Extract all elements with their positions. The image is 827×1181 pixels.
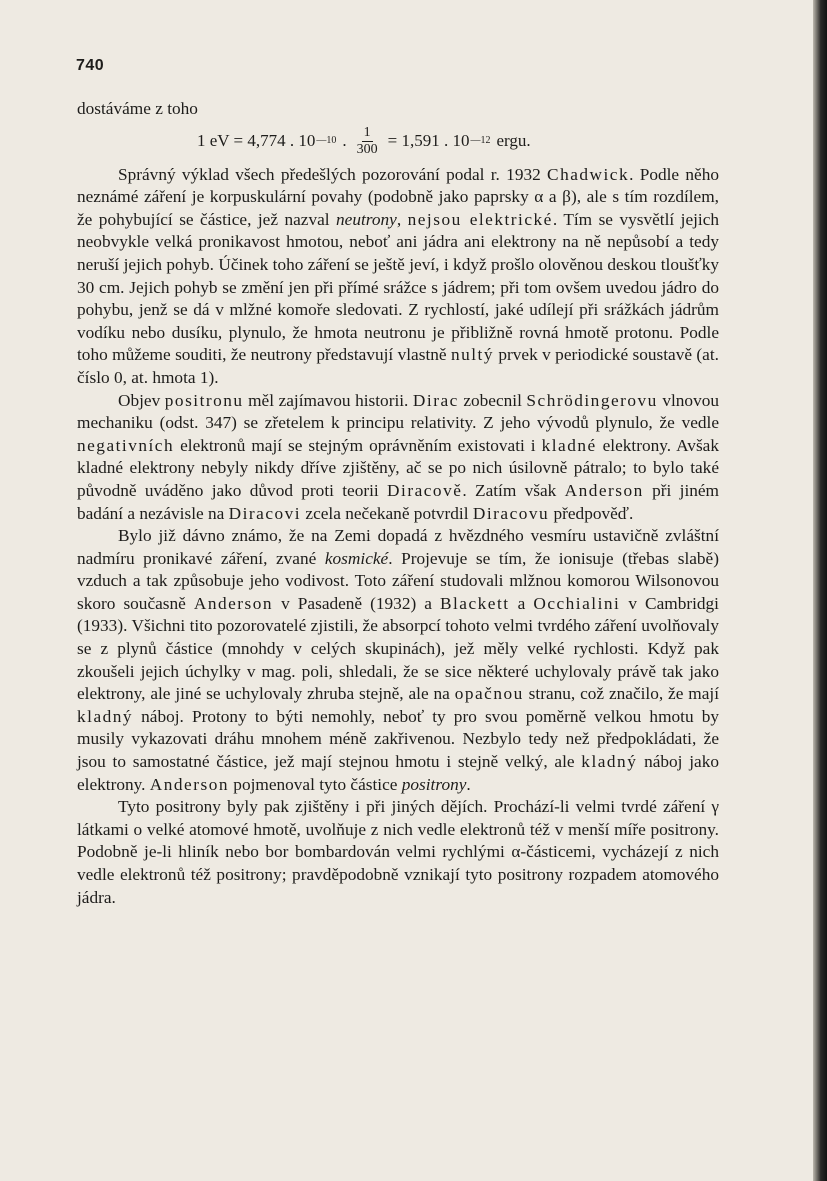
text-run: Objev	[118, 390, 165, 410]
name-occhialini: Occhialini	[533, 593, 621, 613]
name-anderson: Anderson	[564, 480, 644, 500]
text-run: Bylo již dávno známo, že na Zemi dopadá z hvězdného vesmíru ustavičně zvláštní nadmíru pronikavé záření, zvané	[77, 526, 719, 568]
emphasis-kladny: kladný	[77, 706, 134, 726]
name-anderson: Anderson	[149, 774, 229, 794]
emphasis-kladny: kladný	[581, 752, 638, 772]
paragraph-positron-sources: Tyto positrony byly pak zjištěny i při jiných dějích. Prochází-li velmi tvrdé záření γ látkami o velké atomové hmotě, uvolňuje z nich vedle elektronů též v menší míře positrony. Podobně je-li hliník nebo bor bombardován velmi rychlými α-částicemi, vycházejí z nich vedle elektronů též positrony; pravděpodobně vznikají tyto positrony rozpadem atomového jádra.	[77, 797, 719, 907]
text-run: . Podle něho neznámé záření je korpuskulární povahy (podobně jako paprsky α a β), ale s tím rozdílem, že pohybující se částice, jež nazval	[77, 164, 719, 229]
text-run: . Zatím však	[462, 480, 565, 500]
text-run: měl zajímavou historii.	[243, 390, 413, 410]
name-anderson: Anderson	[193, 593, 274, 613]
intro-line: dostáváme z toho	[77, 99, 198, 118]
text-run: předpověď.	[549, 503, 634, 523]
paragraph-neutrons	[77, 164, 719, 390]
equation-unit: ergu.	[496, 130, 531, 150]
name-blackett: Blackett	[439, 593, 510, 613]
equation-exponent-1: —10	[316, 134, 337, 146]
text-run: Správný výklad všech předešlých pozorování podal r. 1932	[118, 164, 548, 184]
name-diracovu: Diracovu	[472, 503, 550, 523]
text-run: . Tím se vysvětlí jejich neobvykle velká pronikavost hmotou, neboť ani jádra ani elektrony na ně nepůsobí a tedy neruší jejich pohyb. Účinek toho záření se ještě jeví, i když prošlo olověnou deskou tloušťky 30 cm. Jejich pohyb se změní jen při přímé srážce s jádrem; při tom ovšem uvedou jádro do pohybu, jenž se dá v mlžné komoře sledovati. Z rychlostí, jaké udílejí při srážkách jádrům vodíku nebo dusíku, plynulo, že hmota neutronu je přibližně rovná hmotě protonu. Podle toho můžeme souditi, že neutrony představují vlastně	[77, 209, 720, 365]
paragraph-cosmic-rays	[77, 525, 719, 796]
text-run: . Projevuje se tím, že ionisuje (třebas slabě) vzduch a tak způsobuje jeho vodivost. Toto záření studovali mlžnou komorou Wilsonovou skoro současně	[77, 548, 719, 613]
text-run: prvek v periodické soustavě (at. číslo 0, at. hmota 1).	[77, 345, 719, 387]
text-run: v Pasadeně (1932) a	[273, 593, 440, 613]
text-run: .	[466, 774, 471, 794]
fraction-denominator: 300	[356, 141, 378, 157]
page-edge-shadow	[813, 0, 827, 1181]
equation-exponent-2: —12	[470, 134, 491, 146]
name-diracovi: Diracovi	[228, 503, 302, 523]
term-positrony: positrony	[401, 774, 467, 794]
equation-dot: .	[342, 130, 347, 150]
emphasis-opacnou: opačnou	[454, 684, 524, 704]
text-run: a	[509, 593, 534, 613]
text-run: náboj. Protony to býti nemohly, neboť ty pro svou poměrně velkou hmotu by musily vykazovati dráhu mnohem méně zakřivenou. Nezbylo tedy než předpokládati, že jsou to samostatné částice, jež mají stejnou hmotu i stejně velký, ale	[77, 706, 719, 772]
text-run: zobecnil	[458, 390, 527, 410]
paragraph-positron-theory	[77, 390, 719, 526]
text-run: elektronů mají se stejným oprávněním existovati i	[174, 435, 542, 455]
name-diracove: Diracově	[387, 480, 463, 500]
emphasis-nejsou-elektricke: nejsou elektrické	[407, 209, 553, 229]
name-chadwick: Chadwick	[547, 164, 630, 184]
name-schrodingerovu: Schrödingerovu	[526, 390, 658, 410]
emphasis-positronu: positronu	[164, 390, 244, 410]
equation-rhs: = 1,591 . 10	[387, 130, 470, 150]
text-run: stranu, což značilo, že mají	[523, 684, 719, 704]
text-run: elektrony. Avšak kladné elektrony nebyly nikdy dříve zjištěny, ač se po nich úsilovně pátralo; to bylo také původně uváděno jako důvod proti teorii	[77, 435, 719, 500]
text-run: náboj jako elektrony.	[77, 752, 719, 794]
term-kosmicke: kosmické	[324, 548, 389, 568]
page-number: 740	[76, 57, 105, 74]
emphasis-kladne: kladné	[541, 435, 597, 455]
fraction-numerator: 1	[363, 124, 371, 140]
text-run: pojmenoval tyto částice	[228, 774, 402, 794]
text-run: ,	[396, 209, 408, 229]
equation-fraction	[355, 125, 380, 158]
emphasis-negativnich: negativních	[77, 435, 175, 455]
equation-lhs: 1 eV = 4,774 . 10	[197, 130, 316, 150]
emphasis-nulty: nultý	[450, 345, 494, 365]
text-run: vlnovou mechaniku (odst. 347) se zřetelem k principu relativity. Z jeho vývodů plynulo, že vedle	[77, 390, 719, 433]
text-run: při jiném badání a nezávisle na	[77, 480, 720, 523]
name-dirac: Dirac	[412, 390, 459, 410]
text-run: v Cambridgi (1933). Všichni tito pozorovatelé zjistili, že absorpcí tohoto velmi tvrdého záření uvolňovaly se z plynů částice (mnohdy v celých skupinách), jež měly velké rychlosti. Když pak zkoušeli jejich úchylky v mag. poli, shledali, že se sice některé uchylovaly právě tak jako elektrony, ale jiné se uchylovaly zhruba stejně, ale na	[77, 593, 719, 704]
text-block	[77, 98, 719, 909]
equation	[197, 125, 719, 158]
text-run: zcela nečekaně potvrdil	[301, 503, 473, 523]
term-neutrony: neutrony	[336, 209, 397, 229]
